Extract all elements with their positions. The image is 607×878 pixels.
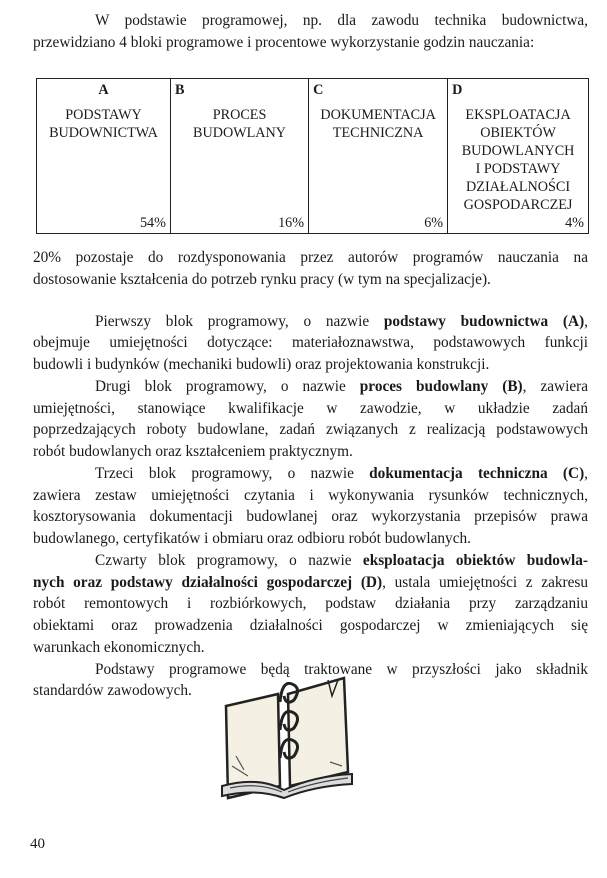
block-percent: 16%: [278, 215, 305, 231]
text-line: [33, 441, 588, 462]
text-line: [33, 419, 588, 440]
block-letter: A: [98, 82, 109, 98]
block-cell-a: [37, 79, 171, 234]
block-title-line: PODSTAWY: [65, 107, 142, 123]
text-segment: , ustala umiejętności z zakresu: [382, 573, 588, 591]
block-title-line: BUDOWNICTWA: [49, 125, 158, 141]
text-segment: kosztorysowania dokumentacji budowlanej oraz wykorzystania przepisów prawa: [33, 508, 588, 526]
block-cell-c: [309, 79, 448, 234]
text-line: [33, 528, 588, 549]
block-title-line: BUDOWLANYCH: [461, 143, 575, 159]
block-letter: D: [452, 82, 463, 98]
block-cell-b: [170, 79, 308, 234]
text-segment: Trzeci blok programowy, o nazwie: [95, 464, 370, 482]
bold-term: dokumentacja techniczna (C): [369, 464, 585, 482]
text-line: [33, 32, 588, 53]
text-line: [95, 550, 588, 571]
text-line: [33, 269, 588, 290]
book-illustration: [218, 666, 358, 806]
block-percent: 6%: [424, 215, 444, 231]
text-line: [33, 485, 588, 506]
text-segment: Pierwszy blok programowy, o nazwie: [95, 312, 384, 330]
text-segment: standardów zawodowych.: [33, 682, 192, 700]
block-title-line: OBIEKTÓW: [480, 125, 556, 141]
block-title-line: GOSPODARCZEJ: [463, 197, 573, 213]
page-number: 40: [30, 836, 45, 852]
block-title-line: TECHNICZNA: [332, 125, 424, 141]
text-segment: budowlanego, certyfikatów i obmiaru oraz odbioru robót budowlanych.: [33, 530, 471, 547]
block-title-line: DZIAŁALNOŚCI: [466, 179, 571, 195]
text-segment: Podstawy programowe będą traktowane w przyszłości jako składnik: [95, 660, 588, 678]
block-title: [448, 106, 588, 214]
text-segment: obejmuje umiejętności dotyczące: materiałoznawstwa, podstawowych funkcji: [33, 334, 588, 352]
block-title: [309, 106, 447, 142]
block-letter: B: [174, 82, 185, 98]
text-segment: W podstawie programowej, np. dla zawodu technika budownictwa,: [95, 12, 588, 29]
text-line: [95, 463, 588, 484]
text-segment: dostosowanie kształcenia do potrzeb rynku pracy (w tym na specjalizacje).: [33, 270, 491, 288]
text-segment: , zawiera: [522, 377, 589, 395]
text-line: [33, 593, 588, 614]
program-blocks-table: [36, 78, 589, 234]
text-line: [33, 615, 588, 636]
text-line: [33, 332, 588, 353]
bold-term: eksploatacja obiektów budowla-: [362, 551, 588, 569]
text-segment: obiektami oraz prowadzenia działalności gospodarczej w zmieniających się: [33, 617, 588, 634]
text-line: [95, 10, 588, 31]
bold-term: proces budowlany (B): [359, 377, 523, 395]
block-title: [37, 106, 170, 142]
text-segment: 20% pozostaje do rozdysponowania przez autorów programów nauczania na: [33, 249, 588, 266]
text-segment: Drugi blok programowy, o nazwie: [95, 377, 360, 395]
text-segment: poprzedzających roboty budowlane, zadań związanych z realizacją podstawowych: [33, 421, 588, 439]
text-segment: przewidziano 4 bloki programowe i procentowe wykorzystanie godzin nauczania:: [33, 33, 535, 51]
bold-term: nych oraz podstawy działalności gospodarczej (D): [33, 573, 383, 591]
text-line: [33, 506, 588, 527]
text-segment: umiejętności, stanowiące kwalifikacje w zawodzie, w układzie zadań: [33, 399, 588, 417]
text-segment: budowli i budynków (mechaniki budowli) oraz projektowania konstrukcji.: [33, 356, 490, 373]
text-line: [33, 247, 588, 268]
block-title-line: PROCES: [212, 107, 267, 123]
text-line: [33, 398, 588, 419]
text-line: [33, 354, 588, 375]
block-percent: 4%: [565, 215, 584, 231]
text-segment: ,: [584, 464, 588, 482]
text-line: [33, 572, 588, 593]
text-line: [95, 376, 588, 397]
block-cell-d: [448, 79, 589, 234]
text-line: [95, 311, 588, 332]
bold-term: podstawy budownictwa (A): [383, 312, 585, 330]
text-segment: zawiera zestaw umiejętności czytania i wykonywania rysunków technicznych,: [33, 486, 588, 504]
text-segment: ,: [584, 312, 588, 330]
text-line: [33, 637, 588, 658]
block-title-line: EKSPLOATACJA: [465, 107, 571, 123]
block-title: [171, 106, 308, 142]
block-title-line: I PODSTAWY: [475, 161, 561, 177]
block-title-line: DOKUMENTACJA: [320, 107, 436, 123]
text-segment: Czwarty blok programowy, o nazwie: [95, 551, 363, 569]
text-segment: warunkach ekonomicznych.: [33, 638, 205, 656]
block-title-line: BUDOWLANY: [193, 125, 287, 141]
text-segment: robót budowlanych oraz kształceniem praktycznym.: [33, 443, 353, 460]
block-percent: 54%: [139, 215, 166, 231]
text-segment: robót remontowych i rozbiórkowych, podstaw działania przy zarządzaniu: [33, 595, 588, 613]
block-letter: C: [313, 82, 324, 98]
